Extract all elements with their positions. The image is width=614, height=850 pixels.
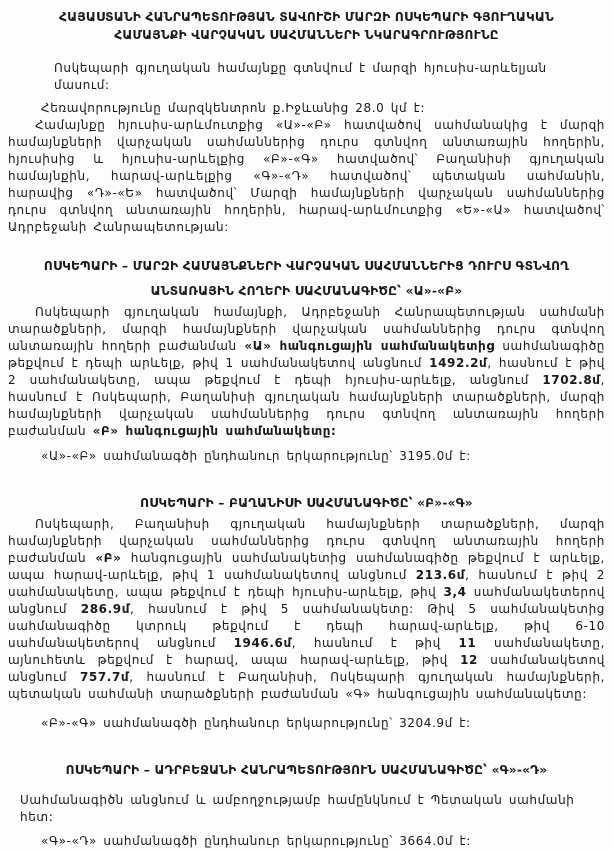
section-heading-a-b-line-2: ԱՆՏԱՌԱՅԻՆ ՀՈՂԵՐԻ ՍԱՀՄԱՆԱԳԻԾԸ՝ «Ա»-«Բ» bbox=[150, 284, 463, 298]
boundary-length-a-b: «Ա»-«Բ» սահմանագծի ընդհանուր երկարությունը՝ 3195.0մ է: bbox=[41, 449, 471, 463]
document-title-line-2: ՀԱՄԱՅՆՔԻ ՎԱՐՉԱԿԱՆ ՍԱՀՄԱՆՆԵՐԻ ՆԿԱՐԱԳՐՈՒԹՅՈՒՆԸ bbox=[114, 28, 499, 42]
distance-line: Հեռավորությունը մարզկենտրոն ք.Իջևանից 28.0 կմ է: bbox=[41, 101, 426, 115]
boundary-length-b-g: «Բ»-«Գ» սահմանագծի ընդհանուր երկարությունը՝ 3204.9մ է: bbox=[41, 716, 471, 730]
section-heading-g-d: ՈՍԿԵՊԱՐԻ – ԱԴՐԲԵՋԱՆԻ ՀԱՆՐԱՊԵՏՈՒԹՅՈՒՆ ՍԱՀՄԱՆԱԳԻԾԸ՝ «Գ»-«Դ» bbox=[65, 763, 548, 777]
section-body-a-b: Ոսկեպարի գյուղական համայնքի, Ադրբեջանի Հանրապետության սահմանի տարածքների, մարզի համայնքների վարչական սահմաններից դուրս գտնվող անտառային հողերի բաժանման «Ա» հանգուցային սահմանակետից սահմանագիծը թեքվում է դեպի արևելք, թիվ 1 սահմանակետով անցնում 1492.2մ, հասնում է թիվ 2 սահմանակետը, ապա թեքվում է դեպի հյուսիս-արևելք, անցնում 1702.8մ, հասնում է Ոսկեպարի, Բաղանիսի գյուղական համայնքների տարածքների, մարզի համայնքների վարչական սահմաններից դուրս գտնվող անտառային հողերի բաժանման «Բ» հանգուցային սահմանակետը: bbox=[8, 305, 605, 438]
boundary-length-g-d: «Գ»-«Դ» սահմանագծի ընդհանուր երկարությունը՝ 3664.0մ է: bbox=[41, 834, 471, 848]
document-title-line-1: ՀԱՅԱՍՏԱՆԻ ՀԱՆՐԱՊԵՏՈՒԹՅԱՆ ՏԱՎՈՒՇԻ ՄԱՐԶԻ ՈՍԿԵՊԱՐԻ ԳՅՈՒՂԱԿԱՆ bbox=[59, 10, 554, 24]
boundary-overview-paragraph: Համայնքը հյուսիս-արևմուտքից «Ա»-«Բ» հատվածով սահմանակից է մարզի համայնքների վարչական սահմաններից դուրս գտնվող անտառային հողերին, հյուսիսից և հյուսիս-արևելքից «Բ»-«Գ» հատվածով՝ Բաղանիսի գյուղական համայնքին, հարավ-արևելքից «Գ»-«Դ» հատվածով՝ պետական սահմանին, հարավից «Դ»-«Ե» հատվածով՝ Մարզի համայնքների վարչական սահմաններից դուրս գտնվող անտառային հողերին, հարավ-արևմուտքից «Ե»-«Ա» հատվածով՝ Ադրբեջանի Հանրապետության: bbox=[8, 118, 605, 234]
section-body-b-g: Ոսկեպարի, Բաղանիսի գյուղական համայնքների տարածքների, մարզի համայնքների վարչական սահմաններից դուրս գտնվող անտառային հողերի բաժանման «Բ» հանգուցային սահմանակետից սահմանագիծը թեքվում է արևելք, ապա հարավ-արևելք, թիվ 1 սահմանակետով անցնում 213.6մ, հասնում է թիվ 2 սահմանակետը, ապա թեքվում է դեպի հյուսիս-արևելք, թիվ 3,4 սահմանակետերով անցնում 286.9մ, հասնում է թիվ 5 սահմանակետը: Թիվ 5 սահմանակետից սահմանագիծը կտրուկ թեքվում է դեպի հարավ-արևելք, թիվ 6-10 սահմանակետերով անցնում 1946.6մ, հասնում է թիվ 11 սահմանակետը, այնուհետև թեքվում է հարավ, ապա հարավ-արևելք, թիվ 12 սահմանակետով անցնում 757.7մ, հասնում է Բաղանիսի, Ոսկեպարի գյուղական համայնքների, պետական սահմանի տարածքների բաժանման «Գ» հանգուցային սահմանակետը: bbox=[8, 517, 605, 701]
section-heading-a-b-line-1: ՈՍԿԵՊԱՐԻ – ՄԱՐԶԻ ՀԱՄԱՅՆՔՆԵՐԻ ՎԱՐՉԱԿԱՆ ՍԱՀՄԱՆՆԵՐԻՑ ԴՈՒՐՍ ԳՏՆՎՈՂ bbox=[43, 259, 570, 273]
section-heading-b-g: ՈՍԿԵՊԱՐԻ – ԲԱՂԱՆԻՍԻ ՍԱՀՄԱՆԱԳԻԾԸ՝ «Բ»-«Գ» bbox=[140, 496, 473, 510]
location-line: Ոսկեպարի գյուղական համայնքը գտնվում է մարզի հյուսիս-արևելյան մասում: bbox=[54, 61, 547, 92]
state-border-note: Սահմանագիծն անցնում և ամբողջությամբ համընկնում է Պետական սահմանի հետ: bbox=[20, 793, 575, 824]
